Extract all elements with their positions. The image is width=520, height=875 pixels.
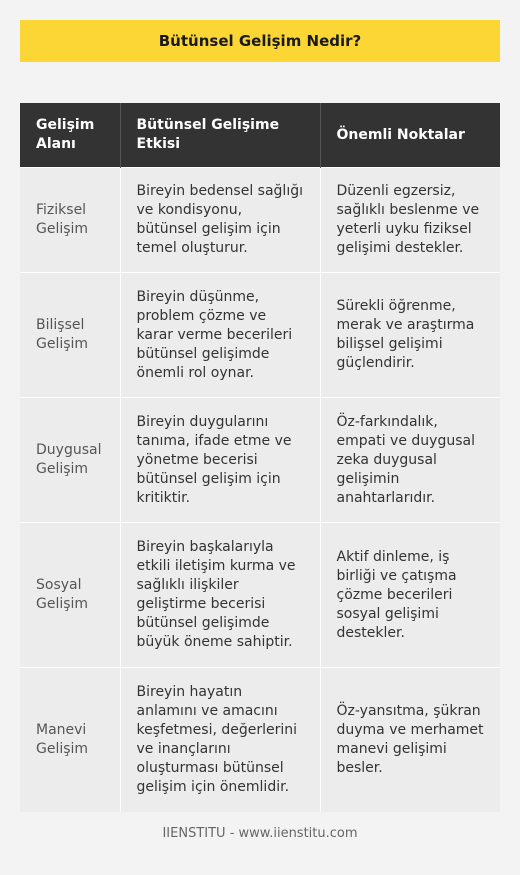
cell-area: Bilişsel Gelişim (20, 273, 120, 398)
cell-notes: Düzenli egzersiz, sağlıklı beslenme ve yeterli uyku fiziksel gelişimi destekler. (320, 168, 500, 273)
column-header-notes: Önemli Noktalar (320, 103, 500, 168)
cell-effect: Bireyin hayatın anlamını ve amacını keşfetmesi, değerlerini ve inançlarını oluşturması bütünsel gelişim için önemlidir. (120, 668, 320, 813)
table-row (20, 398, 500, 523)
column-header-area: Gelişim Alanı (20, 103, 120, 168)
table-row (20, 168, 500, 273)
column-header-effect: Bütünsel Gelişime Etkisi (120, 103, 320, 168)
table-row (20, 523, 500, 668)
cell-effect: Bireyin duygularını tanıma, ifade etme ve yönetme becerisi bütünsel gelişim için kritiktir. (120, 398, 320, 523)
cell-notes: Öz-yansıtma, şükran duyma ve merhamet manevi gelişimi besler. (320, 668, 500, 813)
cell-effect: Bireyin başkalarıyla etkili iletişim kurma ve sağlıklı ilişkiler geliştirme becerisi bütünsel gelişimde büyük öneme sahiptir. (120, 523, 320, 668)
cell-notes: Aktif dinleme, iş birliği ve çatışma çözme becerileri sosyal gelişimi destekler. (320, 523, 500, 668)
cell-effect: Bireyin düşünme, problem çözme ve karar verme becerileri bütünsel gelişimde önemli rol oynar. (120, 273, 320, 398)
cell-area: Manevi Gelişim (20, 668, 120, 813)
cell-area: Fiziksel Gelişim (20, 168, 120, 273)
cell-area: Duygusal Gelişim (20, 398, 120, 523)
cell-area: Sosyal Gelişim (20, 523, 120, 668)
cell-notes: Öz-farkındalık, empati ve duygusal zeka duygusal gelişimin anahtarlarıdır. (320, 398, 500, 523)
table-row (20, 273, 500, 398)
page-title: Bütünsel Gelişim Nedir? (20, 20, 500, 62)
cell-notes: Sürekli öğrenme, merak ve araştırma bilişsel gelişimi güçlendirir. (320, 273, 500, 398)
development-table (20, 103, 500, 812)
footer-credit: IIENSTITU - www.iienstitu.com (162, 826, 358, 841)
table-header-row (20, 103, 500, 168)
table-row (20, 668, 500, 813)
cell-effect: Bireyin bedensel sağlığı ve kondisyonu, bütünsel gelişim için temel oluşturur. (120, 168, 320, 273)
